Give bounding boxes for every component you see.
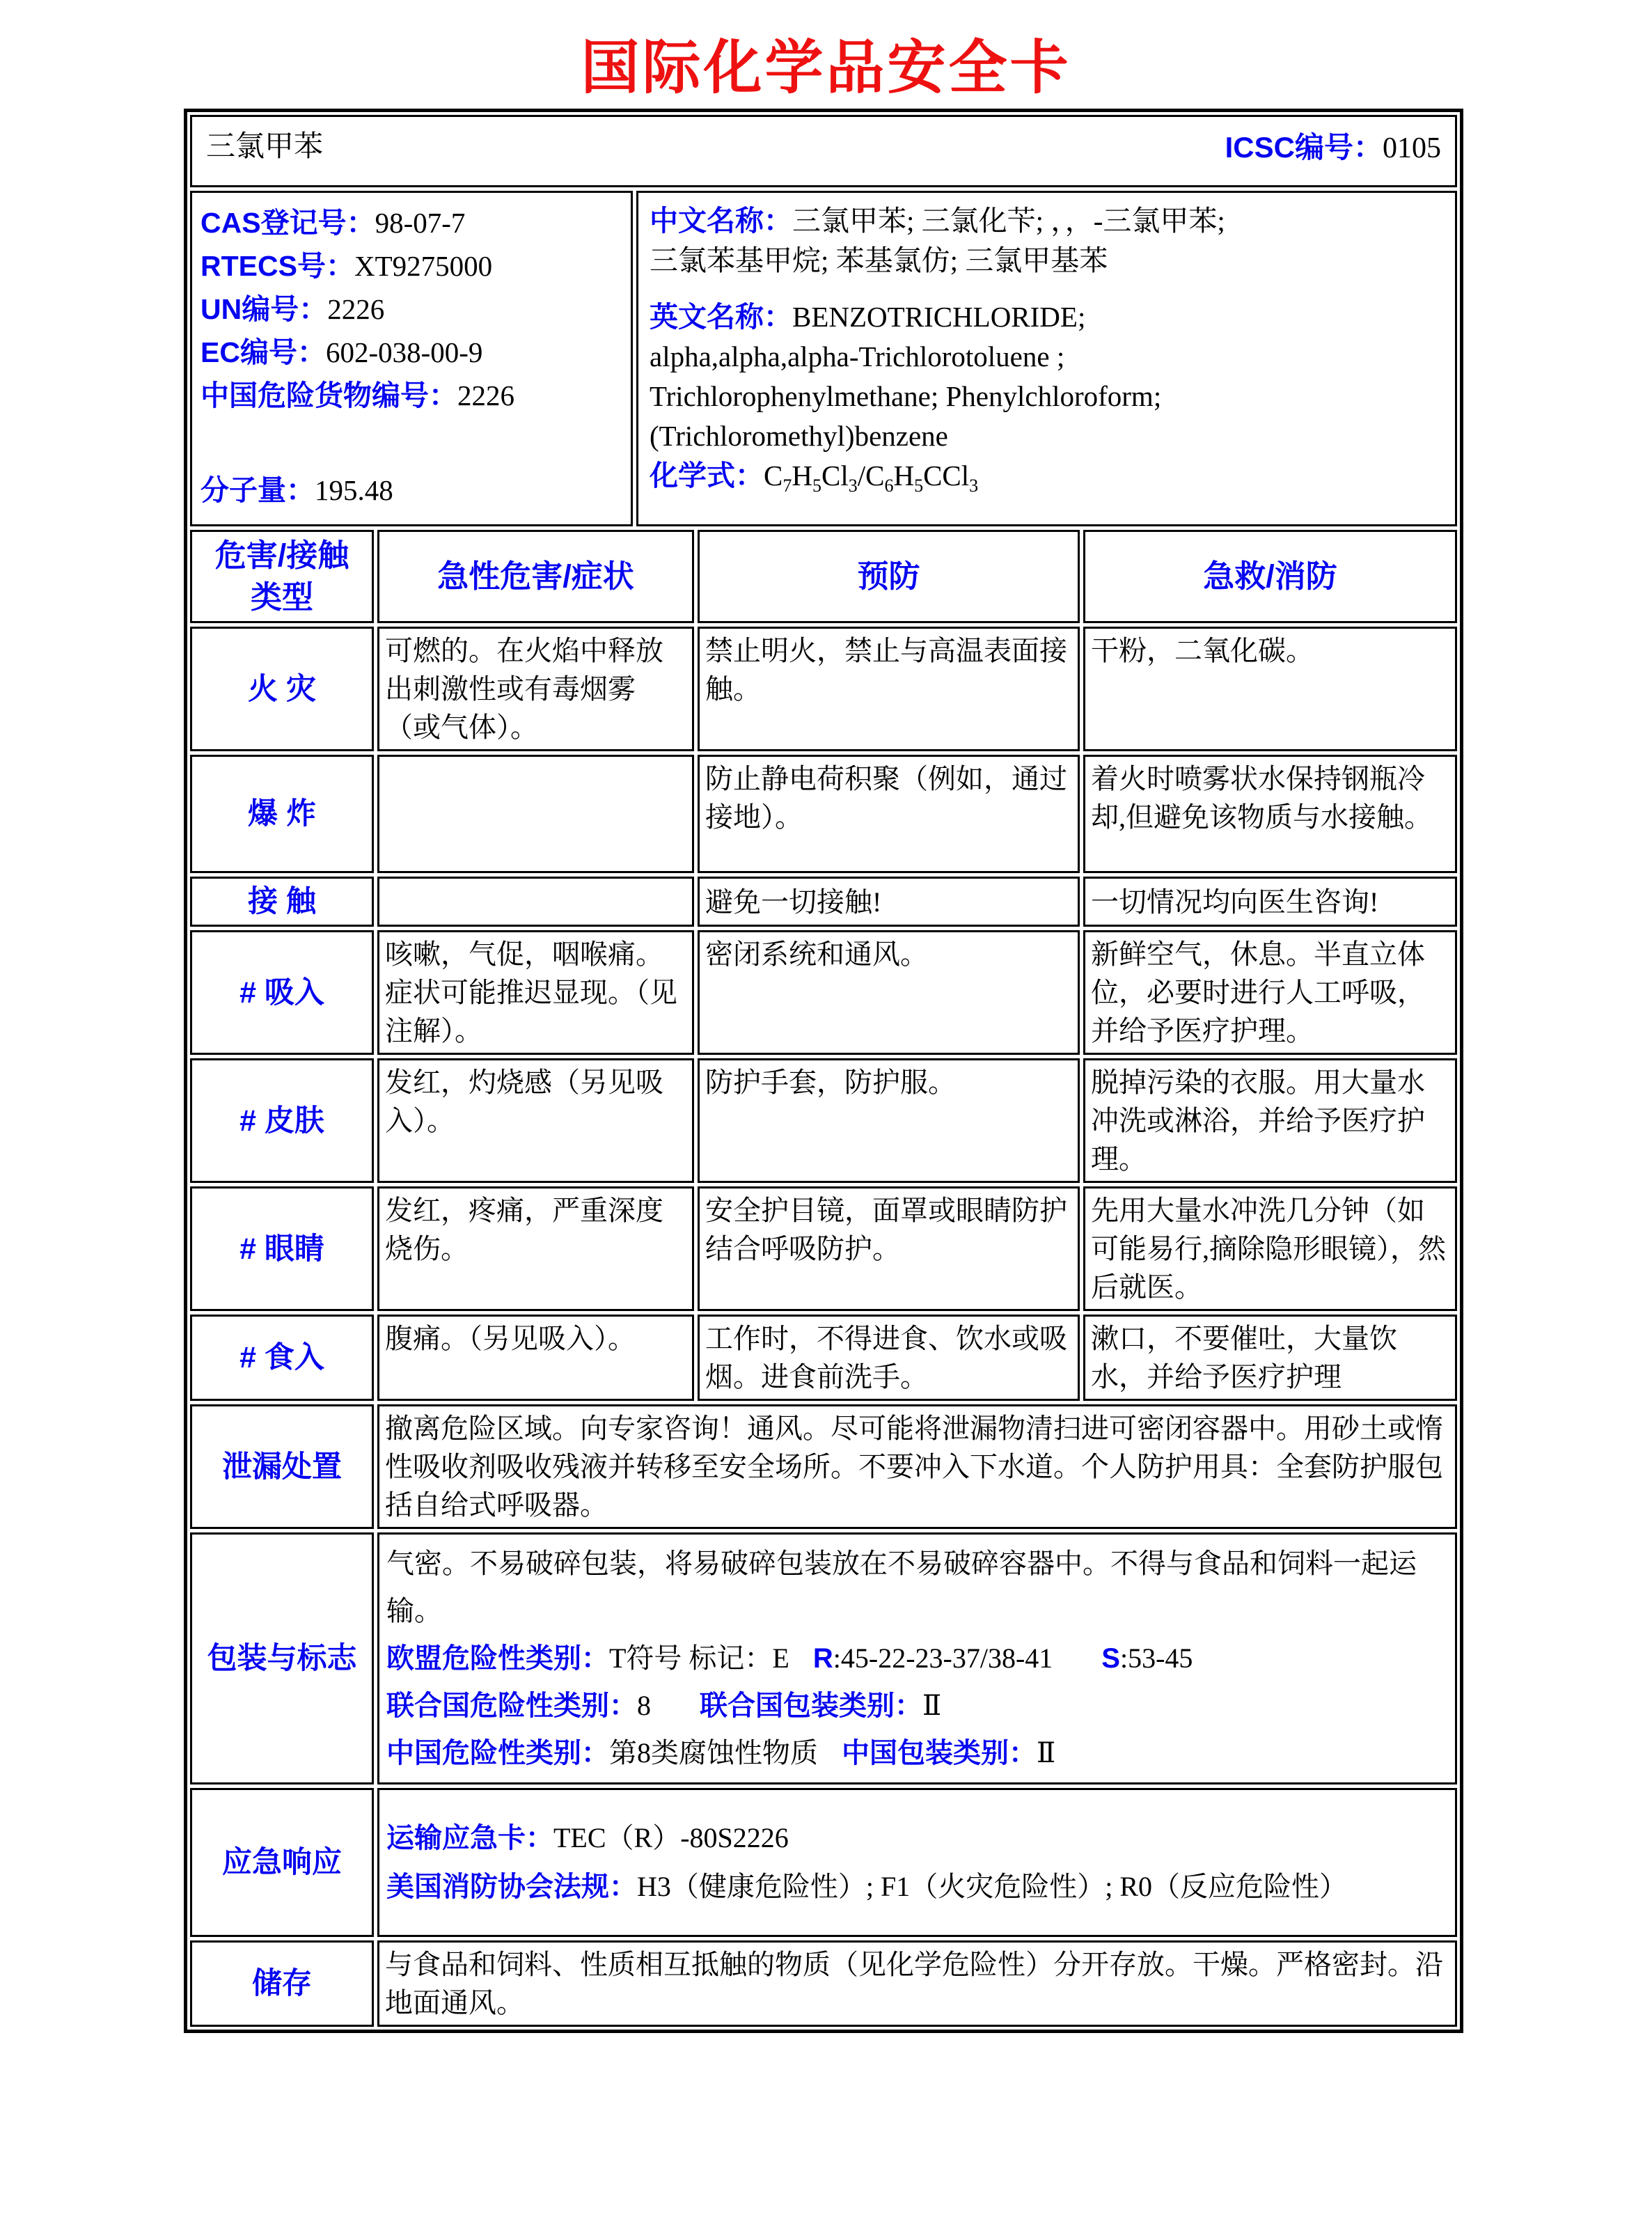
eu-class-label: 欧盟危险性类别： bbox=[386, 1643, 609, 1674]
icsc-number: 0105 bbox=[1383, 132, 1441, 164]
explosion-symptom bbox=[377, 755, 694, 873]
r-phrase-label: R bbox=[812, 1643, 833, 1674]
row-label-ingestion: # 食入 bbox=[190, 1315, 374, 1401]
hazard-row-ingestion bbox=[190, 1315, 1457, 1401]
chinese-names bbox=[650, 201, 1444, 281]
packaging-un-line bbox=[386, 1682, 1448, 1729]
hazard-row-contact bbox=[190, 877, 1457, 927]
cn-pack-label: 中国包装类别： bbox=[842, 1738, 1037, 1768]
packaging-content bbox=[377, 1532, 1457, 1784]
mw-value: 195.48 bbox=[315, 474, 393, 506]
formula-label: 化学式： bbox=[650, 460, 764, 492]
row-label-inhalation: # 吸入 bbox=[190, 930, 374, 1055]
hazard-row-fire bbox=[190, 627, 1457, 751]
un-label: UN编号： bbox=[200, 293, 328, 325]
inhalation-prevention: 密闭系统和通风。 bbox=[698, 930, 1080, 1055]
formula-value: $C_7H_5Cl_3/C_6H_5CCl_3$ bbox=[764, 460, 979, 496]
storage-text: 与食品和饲料、性质相互抵触的物质（见化学危险性）分开存放。干燥。严格密封。沿地面通风。 bbox=[377, 1940, 1457, 2027]
un-class-label: 联合国危险性类别： bbox=[386, 1690, 637, 1721]
eyes-aid: 先用大量水冲洗几分钟（如可能易行,摘除隐形眼镜），然后就医。 bbox=[1083, 1186, 1457, 1311]
cas-value: 98-07-7 bbox=[375, 207, 466, 239]
un-line bbox=[200, 288, 622, 331]
ingestion-symptom: 腹痛。（另见吸入）。 bbox=[377, 1315, 694, 1401]
rtecs-label: RTECS号： bbox=[200, 250, 354, 282]
cn-dg-value: 2226 bbox=[457, 379, 514, 411]
row-label-skin: # 皮肤 bbox=[190, 1058, 374, 1183]
cn-class-label: 中国危险性类别： bbox=[386, 1738, 609, 1768]
un-pack-value: Ⅱ bbox=[922, 1690, 942, 1721]
substance-name: 三氯甲苯 bbox=[206, 131, 324, 163]
un-class-value: 8 bbox=[637, 1690, 651, 1721]
packaging-cn-line bbox=[386, 1729, 1448, 1777]
eu-class-value: T符号 标记：E bbox=[609, 1642, 789, 1674]
ec-line bbox=[200, 331, 622, 374]
row-label-contact: 接 触 bbox=[190, 877, 374, 927]
ingestion-prevention: 工作时，不得进食、饮水或吸烟。进食前洗手。 bbox=[698, 1315, 1080, 1401]
ec-label: EC编号： bbox=[200, 336, 326, 368]
mw-label: 分子量： bbox=[200, 474, 315, 506]
en-name-line4: (Trichloromethyl)benzene bbox=[650, 420, 948, 452]
fire-prevention: 禁止明火，禁止与高温表面接触。 bbox=[698, 627, 1080, 751]
eyes-prevention: 安全护目镜，面罩或眼睛防护结合呼吸防护。 bbox=[698, 1186, 1080, 1311]
ec-value: 602-038-00-9 bbox=[325, 336, 483, 368]
identification-band bbox=[190, 191, 1457, 526]
hazard-row-explosion bbox=[190, 755, 1457, 873]
ingestion-aid: 漱口，不要催吐，大量饮水，并给予医疗护理 bbox=[1083, 1315, 1457, 1401]
en-name-line1: BENZOTRICHLORIDE; bbox=[792, 301, 1086, 333]
row-label-eyes: # 眼睛 bbox=[190, 1186, 374, 1311]
emergency-tec-line bbox=[386, 1814, 1448, 1862]
skin-aid: 脱掉污染的衣服。用大量水冲洗或淋浴，并给予医疗护理。 bbox=[1083, 1058, 1457, 1183]
emergency-nfpa-line bbox=[386, 1862, 1448, 1911]
emergency-label: 应急响应 bbox=[190, 1788, 374, 1937]
explosion-prevention: 防止静电荷积聚（例如，通过接地）。 bbox=[698, 755, 1080, 873]
hazard-header-prevention: 预防 bbox=[698, 530, 1080, 623]
hazard-header-type bbox=[190, 530, 374, 623]
skin-symptom: 发红，灼烧感（另见吸入）。 bbox=[377, 1058, 694, 1183]
contact-aid: 一切情况均向医生咨询! bbox=[1083, 877, 1457, 927]
hazard-header-band bbox=[190, 530, 1457, 623]
icsc-number-group bbox=[1225, 128, 1441, 168]
s-phrase-value: :53-45 bbox=[1119, 1642, 1193, 1674]
card-header-band bbox=[190, 115, 1457, 187]
row-label-fire: 火 灾 bbox=[190, 627, 374, 751]
inhalation-symptom: 咳嗽，气促，咽喉痛。症状可能推迟显现。（见注解）。 bbox=[377, 930, 694, 1055]
packaging-transport-text: 气密。不易破碎包装，将易破碎包装放在不易破碎容器中。不得与食品和饲料一起运输。 bbox=[386, 1548, 1417, 1626]
emergency-band bbox=[190, 1788, 1457, 1937]
packaging-band bbox=[190, 1532, 1457, 1784]
eyes-symptom: 发红，疼痛，严重深度烧伤。 bbox=[377, 1186, 694, 1311]
zh-name-label: 中文名称： bbox=[650, 205, 792, 237]
storage-band bbox=[190, 1940, 1457, 2027]
skin-prevention: 防护手套，防护服。 bbox=[698, 1058, 1080, 1183]
nfpa-label: 美国消防协会法规： bbox=[386, 1872, 637, 1902]
cas-label: CAS登记号： bbox=[200, 207, 375, 239]
un-pack-label: 联合国包装类别： bbox=[700, 1690, 922, 1721]
safety-card bbox=[184, 109, 1463, 2033]
card-header-cell bbox=[190, 115, 1457, 187]
r-phrase-value: :45-22-23-37/38-41 bbox=[833, 1642, 1053, 1674]
emergency-content bbox=[377, 1788, 1457, 1937]
fire-symptom: 可燃的。在火焰中释放出刺激性或有毒烟雾（或气体）。 bbox=[377, 627, 694, 751]
spill-label: 泄漏处置 bbox=[190, 1404, 374, 1529]
contact-prevention: 避免一切接触! bbox=[698, 877, 1080, 927]
en-name-line3: Trichlorophenylmethane; Phenylchloroform; bbox=[650, 380, 1162, 412]
s-phrase-label: S bbox=[1101, 1643, 1120, 1674]
en-name-line2: alpha,alpha,alpha-Trichlorotoluene ; bbox=[650, 340, 1065, 372]
zh-name-line1: 三氯甲苯; 三氯化苄; ，，-三氯甲苯; bbox=[792, 205, 1225, 237]
hazard-header-symptom: 急性危害/症状 bbox=[377, 530, 694, 623]
identifiers-cell bbox=[190, 191, 633, 526]
english-names bbox=[650, 297, 1444, 456]
cn-dg-label: 中国危险货物编号： bbox=[200, 379, 457, 411]
hazard-row-skin bbox=[190, 1058, 1457, 1183]
mw-line bbox=[200, 469, 622, 517]
storage-label: 储存 bbox=[190, 1940, 374, 2027]
row-label-explosion: 爆 炸 bbox=[190, 755, 374, 873]
contact-symptom bbox=[377, 877, 694, 927]
explosion-aid: 着火时喷雾状水保持钢瓶冷却,但避免该物质与水接触。 bbox=[1083, 755, 1457, 873]
rtecs-line bbox=[200, 244, 622, 288]
hazard-header-type-line2: 类型 bbox=[250, 579, 313, 615]
inhalation-aid: 新鲜空气，休息。半直立体位，必要时进行人工呼吸，并给予医疗护理。 bbox=[1083, 930, 1457, 1055]
un-value: 2226 bbox=[327, 293, 385, 325]
cn-dg-line bbox=[200, 374, 622, 417]
rtecs-value: XT9275000 bbox=[354, 250, 493, 282]
names-cell bbox=[636, 191, 1457, 526]
hazard-row-eyes bbox=[190, 1186, 1457, 1311]
formula-line bbox=[650, 456, 1444, 505]
fire-aid: 干粉，二氧化碳。 bbox=[1083, 627, 1457, 751]
packaging-eu-line bbox=[386, 1635, 1448, 1682]
nfpa-value: H3（健康危险性）; F1（火灾危险性）; R0（反应危险性） bbox=[637, 1871, 1348, 1902]
hazard-row-inhalation bbox=[190, 930, 1457, 1055]
hazard-header-aid: 急救/消防 bbox=[1083, 530, 1457, 623]
zh-name-line2: 三氯苯基甲烷; 苯基氯仿; 三氯甲基苯 bbox=[650, 244, 1108, 276]
spill-text: 撤离危险区域。向专家咨询！通风。尽可能将泄漏物清扫进可密闭容器中。用砂土或惰性吸收剂吸收残液并转移至安全场所。不要冲入下水道。个人防护用具：全套防护服包括自给式呼吸器。 bbox=[377, 1404, 1457, 1529]
spill-band bbox=[190, 1404, 1457, 1529]
icsc-label: ICSC编号： bbox=[1225, 131, 1383, 164]
tec-value: TEC（R）-80S2226 bbox=[553, 1822, 789, 1853]
tec-label: 运输应急卡： bbox=[386, 1823, 553, 1853]
hazard-header-type-line1: 危害/接触 bbox=[214, 538, 349, 573]
cn-class-value: 第8类腐蚀性物质 bbox=[609, 1737, 818, 1768]
en-name-label: 英文名称： bbox=[650, 301, 792, 333]
packaging-label: 包装与标志 bbox=[190, 1532, 374, 1784]
page-title: 国际化学品安全卡 bbox=[581, 36, 1071, 101]
cas-line bbox=[200, 201, 622, 244]
cn-pack-value: Ⅱ bbox=[1037, 1737, 1056, 1768]
